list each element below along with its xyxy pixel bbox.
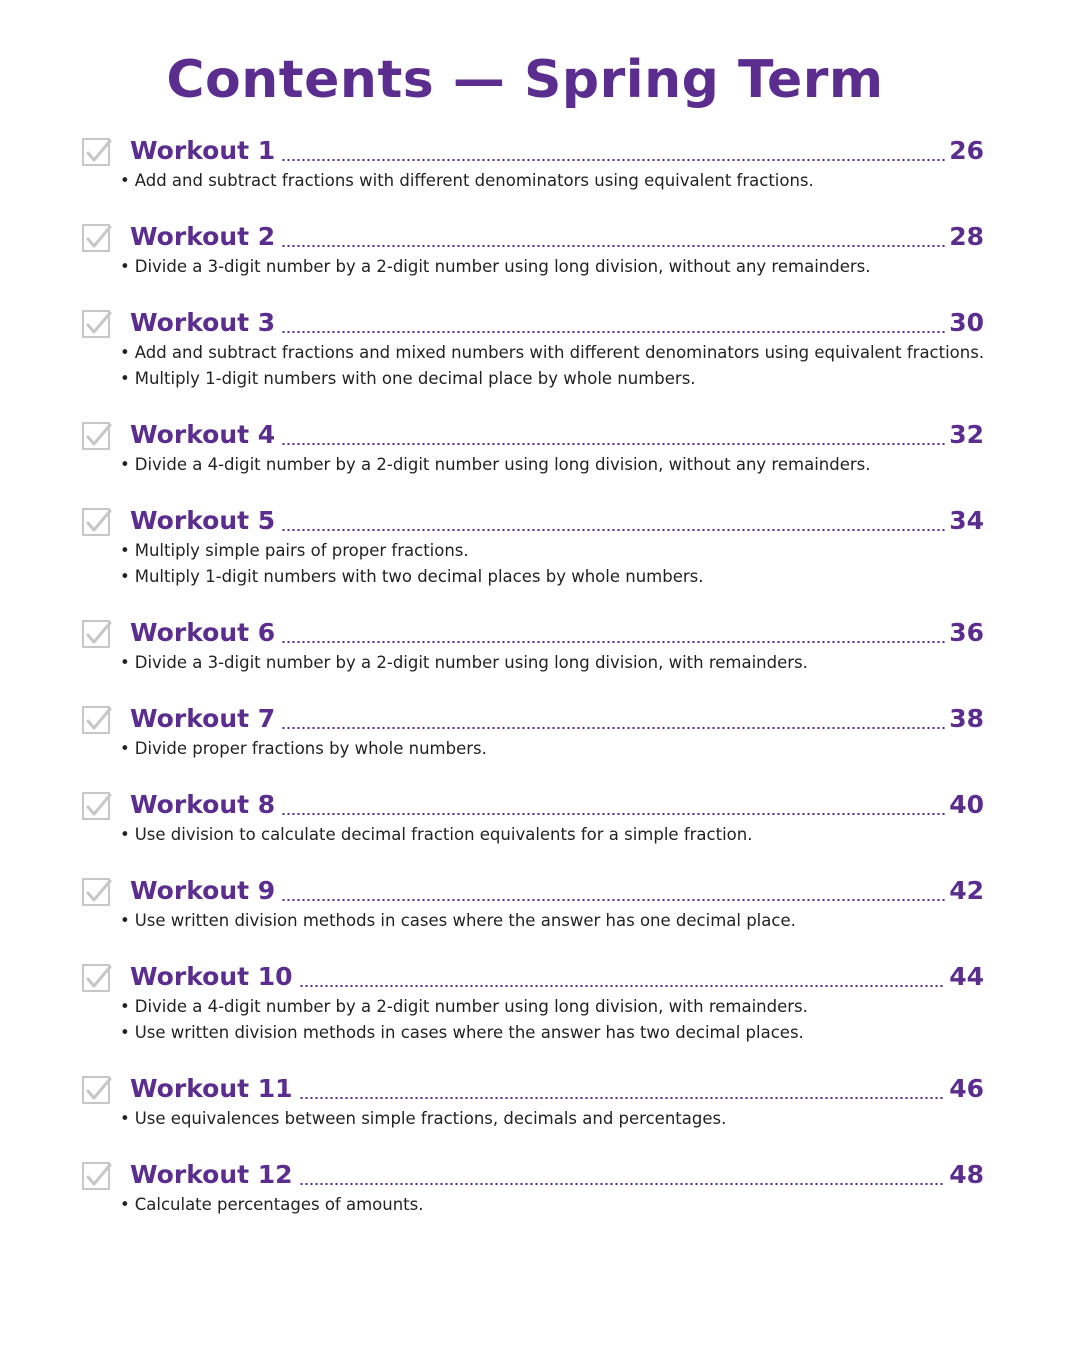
bullet-item: • Use division to calculate decimal fraction equivalents for a simple fraction. bbox=[120, 825, 753, 844]
checkbox-tick-icon[interactable] bbox=[82, 224, 112, 254]
contents-entry[interactable] bbox=[82, 788, 984, 848]
dot-leader bbox=[281, 159, 945, 161]
bullet-item: • Multiply simple pairs of proper fractions. bbox=[120, 541, 469, 560]
entry-heading[interactable] bbox=[130, 1158, 984, 1192]
page-number: 36 bbox=[949, 618, 984, 647]
workout-title: Workout 11 bbox=[130, 1074, 293, 1103]
bullet-item: • Use equivalences between simple fractions, decimals and percentages. bbox=[120, 1109, 727, 1128]
dot-leader bbox=[281, 245, 945, 247]
bullet-item: • Use written division methods in cases where the answer has one decimal place. bbox=[120, 911, 796, 930]
workout-title: Workout 4 bbox=[130, 420, 276, 449]
entry-heading[interactable] bbox=[130, 1072, 984, 1106]
entry-heading[interactable] bbox=[130, 504, 984, 538]
dot-leader bbox=[281, 641, 945, 643]
bullet-item: • Multiply 1-digit numbers with one decimal place by whole numbers. bbox=[120, 369, 696, 388]
dot-leader bbox=[281, 727, 945, 729]
page-number: 28 bbox=[949, 222, 984, 251]
entry-heading[interactable] bbox=[130, 960, 984, 994]
entry-heading[interactable] bbox=[130, 702, 984, 736]
checkbox-tick-icon[interactable] bbox=[82, 1076, 112, 1106]
bullet-item: • Multiply 1-digit numbers with two decimal places by whole numbers. bbox=[120, 567, 704, 586]
page-number: 32 bbox=[949, 420, 984, 449]
contents-entry[interactable] bbox=[82, 418, 984, 478]
contents-entry[interactable] bbox=[82, 306, 984, 392]
checkbox-tick-icon[interactable] bbox=[82, 508, 112, 538]
workout-title: Workout 6 bbox=[130, 618, 276, 647]
page-number: 44 bbox=[949, 962, 984, 991]
entry-heading[interactable] bbox=[130, 788, 984, 822]
dot-leader bbox=[281, 529, 945, 531]
entry-heading[interactable] bbox=[130, 874, 984, 908]
contents-entry[interactable] bbox=[82, 220, 984, 280]
contents-entry[interactable] bbox=[82, 960, 984, 1046]
contents-entry[interactable] bbox=[82, 874, 984, 934]
checkbox-tick-icon[interactable] bbox=[82, 138, 112, 168]
page-number: 30 bbox=[949, 308, 984, 337]
bullet-item: • Divide proper fractions by whole numbers. bbox=[120, 739, 487, 758]
workout-title: Workout 12 bbox=[130, 1160, 293, 1189]
checkbox-tick-icon[interactable] bbox=[82, 310, 112, 340]
dot-leader bbox=[299, 985, 946, 987]
entry-heading[interactable] bbox=[130, 306, 984, 340]
page-title: Contents — Spring Term bbox=[166, 50, 884, 110]
dot-leader bbox=[299, 1183, 946, 1185]
checkbox-tick-icon[interactable] bbox=[82, 792, 112, 822]
checkbox-tick-icon[interactable] bbox=[82, 964, 112, 994]
workout-title: Workout 8 bbox=[130, 790, 276, 819]
workout-title: Workout 7 bbox=[130, 704, 276, 733]
workout-title: Workout 10 bbox=[130, 962, 293, 991]
page-number: 42 bbox=[949, 876, 984, 905]
dot-leader bbox=[281, 813, 945, 815]
checkbox-tick-icon[interactable] bbox=[82, 878, 112, 908]
contents-entry[interactable] bbox=[82, 702, 984, 762]
dot-leader bbox=[281, 443, 945, 445]
bullet-item: • Calculate percentages of amounts. bbox=[120, 1195, 424, 1214]
page-number: 48 bbox=[949, 1160, 984, 1189]
contents-entry[interactable] bbox=[82, 616, 984, 676]
checkbox-tick-icon[interactable] bbox=[82, 422, 112, 452]
checkbox-tick-icon[interactable] bbox=[82, 1162, 112, 1192]
bullet-item: • Divide a 4-digit number by a 2-digit number using long division, with remainders. bbox=[120, 997, 808, 1016]
entry-heading[interactable] bbox=[130, 220, 984, 254]
workout-title: Workout 3 bbox=[130, 308, 276, 337]
workout-title: Workout 2 bbox=[130, 222, 276, 251]
bullet-item: • Divide a 4-digit number by a 2-digit number using long division, without any remainders. bbox=[120, 455, 871, 474]
contents-entry[interactable] bbox=[82, 1158, 984, 1218]
checkbox-tick-icon[interactable] bbox=[82, 706, 112, 736]
workout-title: Workout 1 bbox=[130, 136, 276, 165]
dot-leader bbox=[281, 899, 945, 901]
workout-title: Workout 5 bbox=[130, 506, 276, 535]
checkbox-tick-icon[interactable] bbox=[82, 620, 112, 650]
contents-entry[interactable] bbox=[82, 504, 984, 590]
entry-heading[interactable] bbox=[130, 616, 984, 650]
bullet-item: • Divide a 3-digit number by a 2-digit number using long division, with remainders. bbox=[120, 653, 808, 672]
dot-leader bbox=[281, 331, 945, 333]
page-number: 26 bbox=[949, 136, 984, 165]
page-number: 34 bbox=[949, 506, 984, 535]
bullet-item: • Add and subtract fractions and mixed numbers with different denominators using equivalent fractions. bbox=[120, 343, 985, 362]
page-number: 38 bbox=[949, 704, 984, 733]
contents-entry[interactable] bbox=[82, 1072, 984, 1132]
entry-heading[interactable] bbox=[130, 418, 984, 452]
bullet-item: • Divide a 3-digit number by a 2-digit number using long division, without any remainders. bbox=[120, 257, 871, 276]
workout-title: Workout 9 bbox=[130, 876, 276, 905]
dot-leader bbox=[299, 1097, 946, 1099]
contents-entry[interactable] bbox=[82, 134, 984, 194]
entry-heading[interactable] bbox=[130, 134, 984, 168]
page-number: 40 bbox=[949, 790, 984, 819]
page-number: 46 bbox=[949, 1074, 984, 1103]
bullet-item: • Add and subtract fractions with different denominators using equivalent fractions. bbox=[120, 171, 814, 190]
bullet-item: • Use written division methods in cases where the answer has two decimal places. bbox=[120, 1023, 804, 1042]
